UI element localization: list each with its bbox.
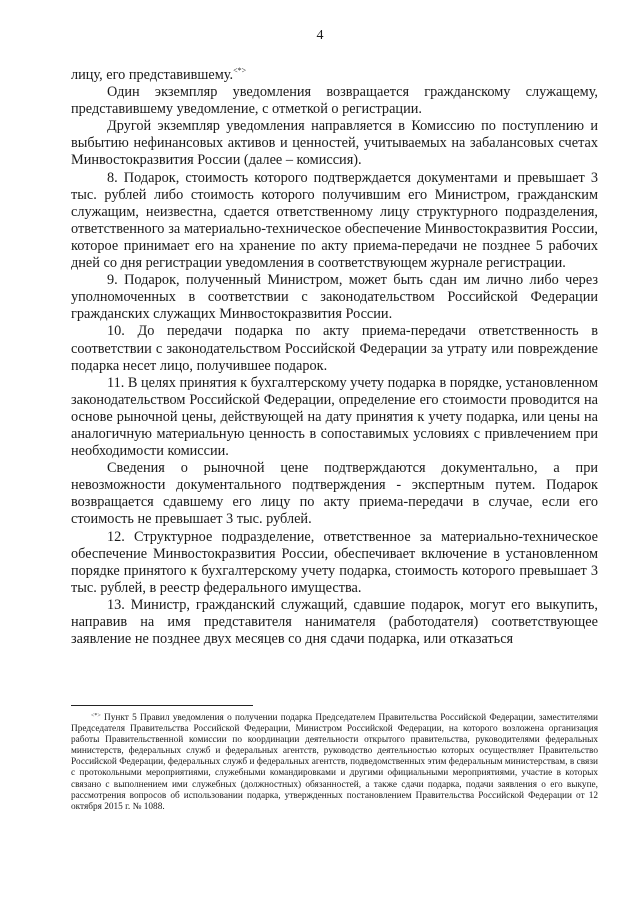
continuation-line	[71, 62, 598, 84]
footnote-marker: <*>	[91, 713, 101, 719]
footnote	[71, 711, 598, 813]
paragraph-10: 10. До передачи подарка по акту приема-передачи ответственность в соответствии с законодательством Российской Федерации за утрату или повреждение подарка несет лицо, получившее подарок.	[71, 323, 598, 374]
footnote-divider	[71, 705, 253, 706]
paragraph-commission-copy: Другой экземпляр уведомления направляется в Комиссию по поступлению и выбытию нефинансовых активов и ценностей, учитываемых на забалансовых счетах Минвостокразвития России (далее – комиссия).	[71, 118, 598, 169]
page-number: 4	[316, 28, 324, 43]
paragraph-market-price: Сведения о рыночной цене подтверждаются документально, а при невозможности документального подтверждения - экспертным путем. Подарок возвращается сдавшему его лицу по акту приема-передачи в случае, если его стоимость не превышает 3 тыс. рублей.	[71, 460, 598, 528]
footnote-text: Пункт 5 Правил уведомления о получении подарка Председателем Правительства Российской Федерации, заместителями Председателя Правительства Российской Федерации, Министром Российской Федерации, на которого возложена организация работы Правительственной комиссии по координации деятельности открытого правительства, руководителями федеральных министерств, федеральных служб и федеральных агентств, руководство деятельностью которых осуществляет Правительство Российской Федерации, федеральных служб и федеральных агентств, подведомственных этим федеральным министерствам, в связи с протокольными мероприятиями, служебными командировками и другими официальными мероприятиями, участие в которых связано с выполнением ими служебных (должностных) обязанностей, а также сдачи подарка, подачи заявления о его выкупе, рассмотрения вопросов об использовании подарка, утвержденных постановлением Правительства Российской Федерации от 12 октября 2015 г. № 1088.	[71, 713, 598, 812]
paragraph-11: 11. В целях принятия к бухгалтерскому учету подарка в порядке, установленном законодательством Российской Федерации, определение его стоимости проводится на основе рыночной цены, действующей на дату принятия к учету подарка, или цены на аналогичную материальную ценность в сопоставимых условиях с привлечением при необходимости комиссии.	[71, 374, 598, 460]
footnote-reference: <*>	[233, 66, 247, 75]
continuation-text: лицу, его представившему.	[71, 67, 234, 83]
document-body	[71, 62, 598, 648]
paragraph-8: 8. Подарок, стоимость которого подтверждается документами и превышает 3 тыс. рублей либо стоимость которого получившим его Министром, гражданским служащим, неизвестна, сдается ответственному лицу структурного подразделения, ответственного за материально-техническое обеспечение Минвостокразвития России, которое принимает его на хранение по акту приема-передачи не позднее 5 рабочих дней со дня регистрации уведомления в соответствующем журнале регистрации.	[71, 169, 598, 272]
paragraph-13: 13. Министр, гражданский служащий, сдавшие подарок, могут его выкупить, направив на имя представителя нанимателя (работодателя) соответствующее заявление не позднее двух месяцев со дня сдачи подарка, или отказаться	[71, 596, 598, 648]
paragraph-return-copy: Один экземпляр уведомления возвращается гражданскому служащему, представившему уведомление, с отметкой о регистрации.	[71, 84, 598, 118]
paragraph-9: 9. Подарок, полученный Министром, может быть сдан им лично либо через уполномоченных в соответствии с законодательством Российской Федерации гражданских служащих Минвостокразвития России.	[71, 272, 598, 323]
paragraph-12: 12. Структурное подразделение, ответственное за материально-техническое обеспечение Минвостокразвития России, обеспечивает включение в установленном порядке принятого к бухгалтерскому учету подарка, стоимость которого превышает 3 тыс. рублей, в реестр федерального имущества.	[71, 528, 598, 596]
